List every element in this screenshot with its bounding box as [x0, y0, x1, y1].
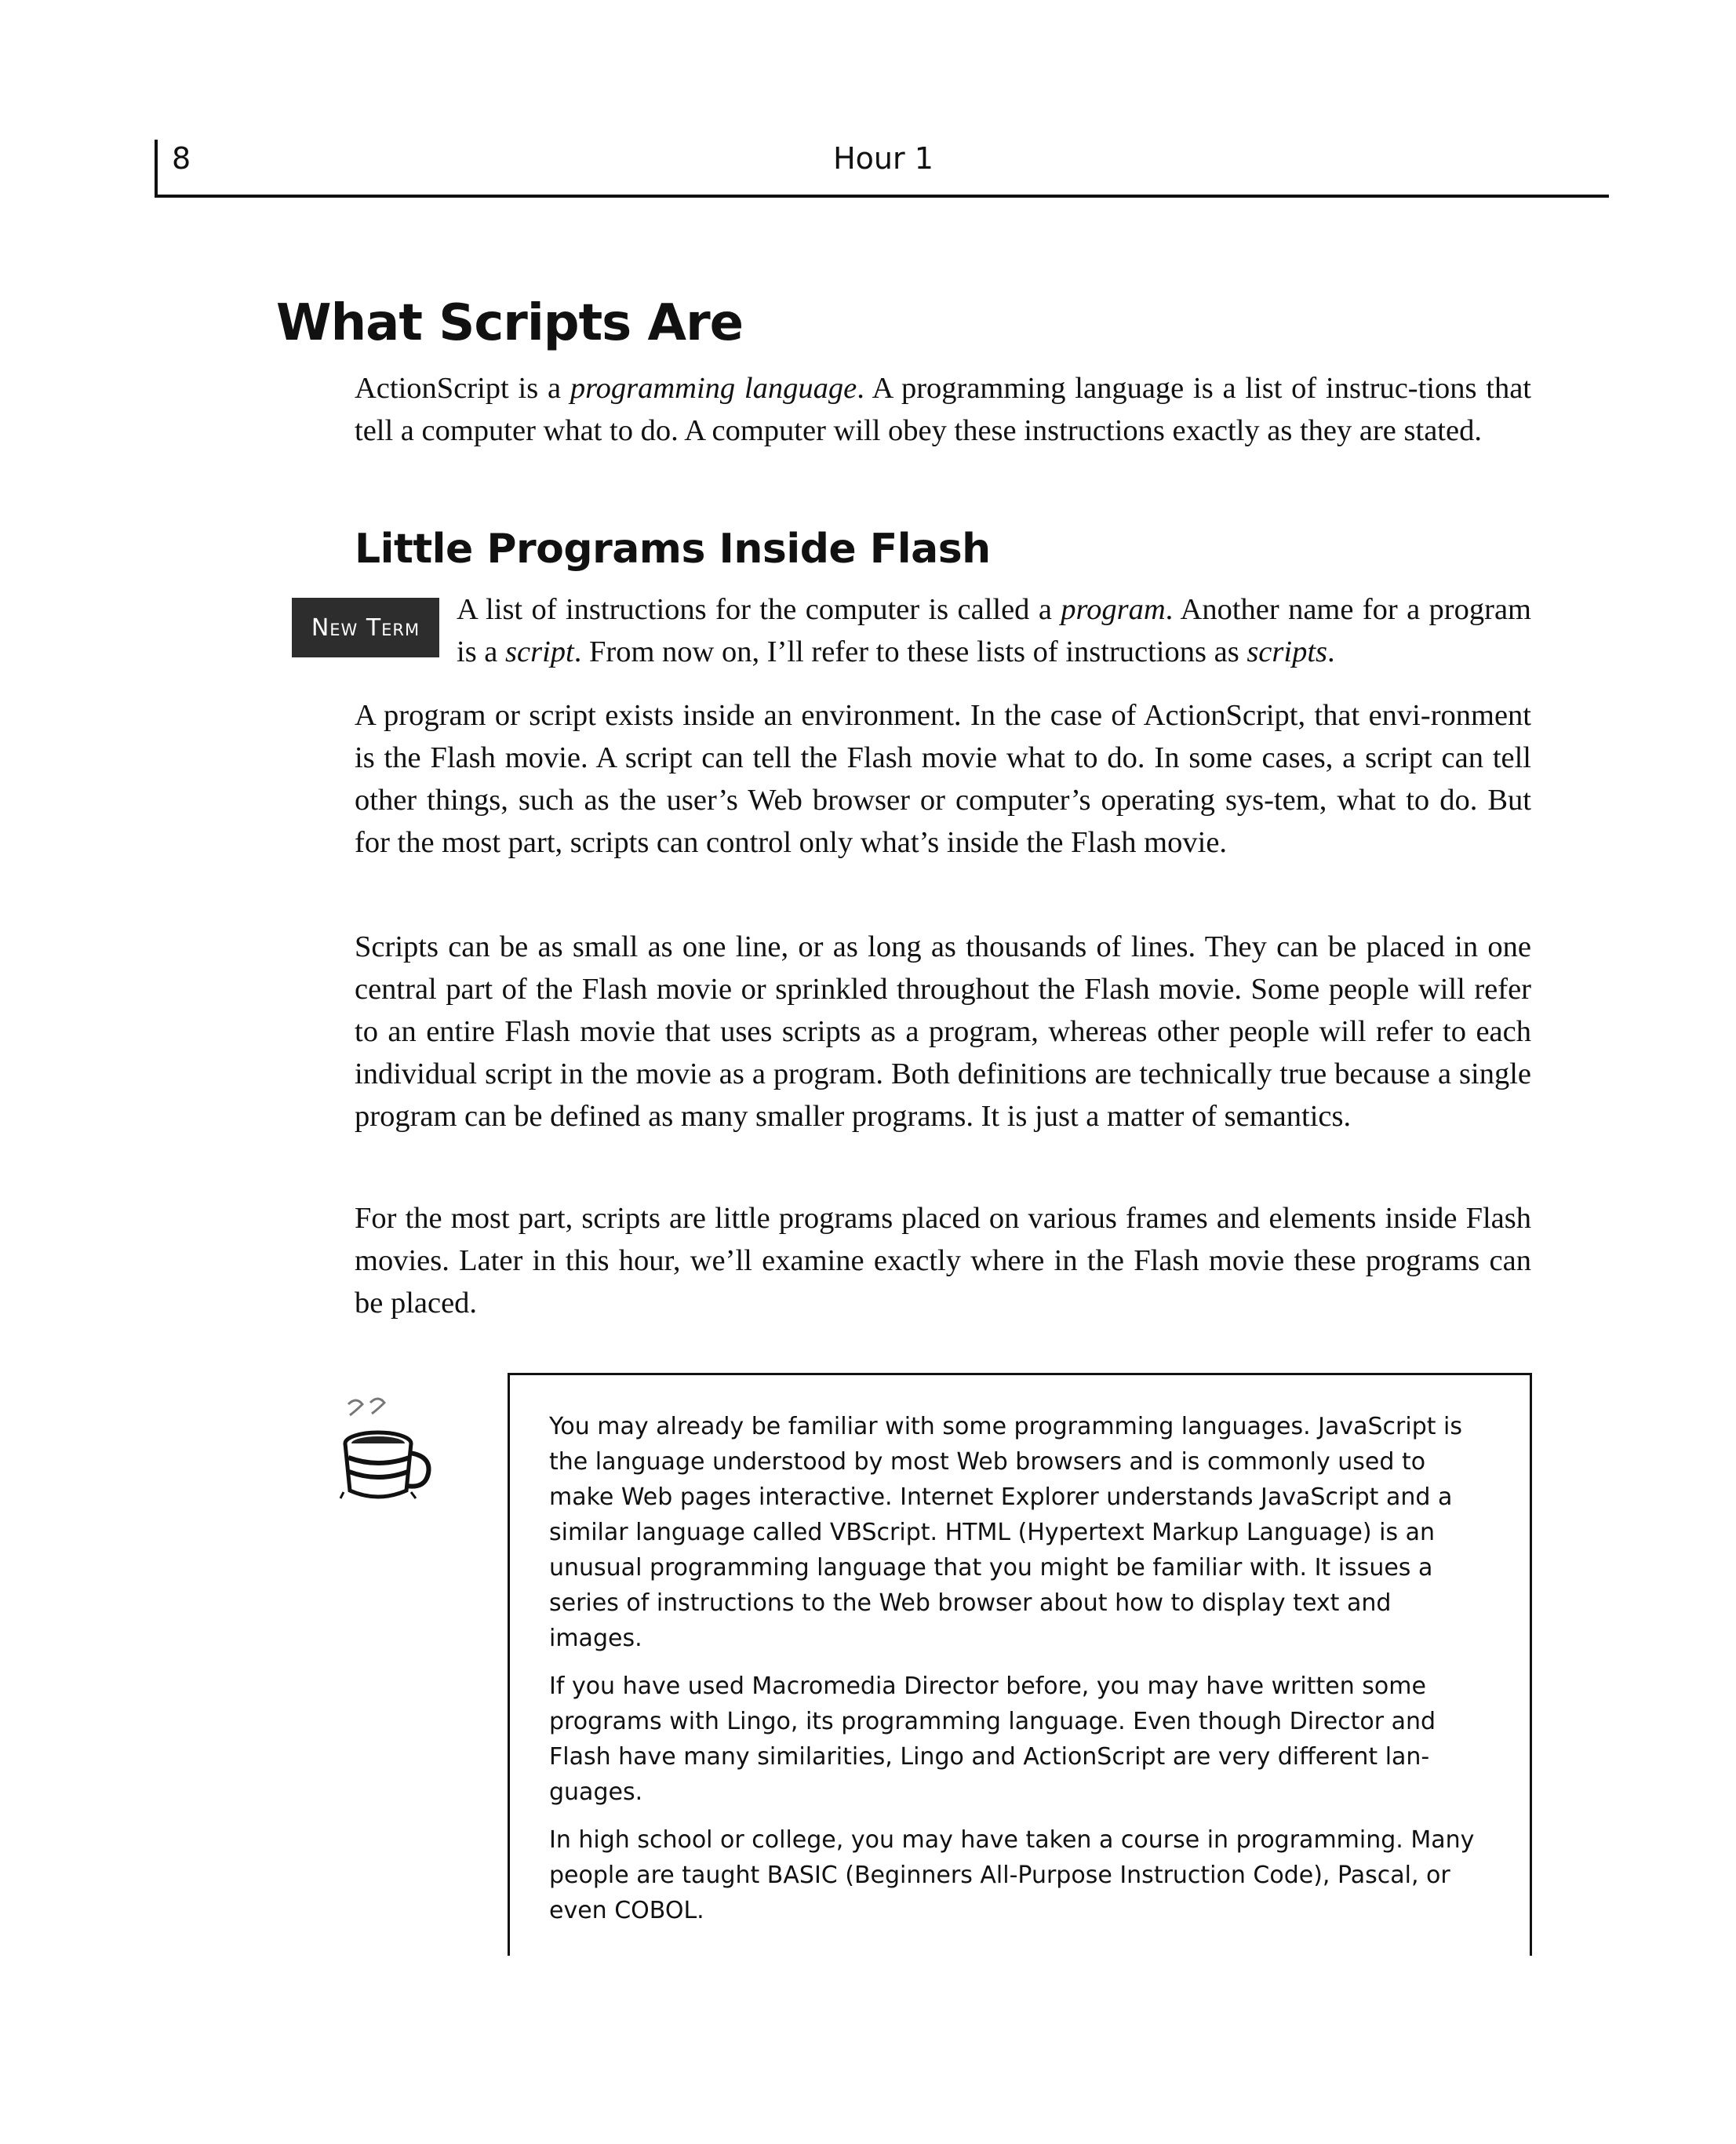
intro-text-1: ActionScript is a: [355, 372, 570, 405]
running-head: Hour 1: [833, 141, 934, 176]
intro-paragraph: [355, 367, 1531, 452]
intro-emphasis: programming language: [570, 372, 857, 405]
coffee-cup-icon: [339, 1395, 441, 1505]
page-number: 8: [172, 141, 191, 176]
subsection-title: Little Programs Inside Flash: [355, 526, 991, 573]
section-title: What Scripts Are: [276, 294, 744, 352]
page-header: [155, 140, 1609, 198]
body-paragraph-2: Scripts can be as small as one line, or as long as thousands of lines. They can be placed in one central part of the Flash movie or sprinkled throughout the Flash movie. Some people will refer to an entire Flash movie that uses scripts as a program, whereas other people will refer to each individual script in the movie as a program. Both definitions are technically true because a single program can be defined as many smaller programs. It is just a matter of semantics.: [355, 930, 1531, 1133]
note-paragraph-2: If you have used Macromedia Director before, you may have written some programs with Lingo, its programming language. Even though Director and Flash have many similarities, Lingo and ActionScript are very different lan-guages.: [549, 1673, 1436, 1806]
new-term-paragraph: A list of instructions for the computer is called a program. Another name for a program is a script. From now on, I’ll refer to these lists of instructions as scripts.: [457, 593, 1531, 668]
new-term-tag: New Term: [292, 598, 439, 657]
note-paragraph-1: You may already be familiar with some programming languages. JavaScript is the language understood by most Web browsers and is commonly used to make Web pages interactive. Internet Explorer understands JavaScript and a similar language called VBScript. HTML (Hypertext Markup Language) is an unusual programming language that you might be familiar with. It issues a series of instructions to the Web browser about how to display text and images.: [549, 1413, 1463, 1652]
intro-text-2: . A programming language is a list of instruc-tions that tell a computer what to do. A computer will obey these instructions exactly as they are stated.: [355, 372, 1531, 447]
note-paragraph-3: In high school or college, you may have taken a course in programming. Many people are taught BASIC (Beginners All-Purpose Instruction Code), Pascal, or even COBOL.: [549, 1826, 1475, 1924]
body-paragraph-3: For the most part, scripts are little programs placed on various frames and elements inside Flash movies. Later in this hour, we’ll examine exactly where in the Flash movie these programs can be placed.: [355, 1202, 1531, 1320]
body-paragraph-1: A program or script exists inside an environment. In the case of ActionScript, that envi-ronment is the Flash movie. A script can tell the Flash movie what to do. In some cases, a script can tell other things, such as the user’s Web browser or computer’s operating sys-tem, what to do. But for the most part, scripts can control only what’s inside the Flash movie.: [355, 699, 1531, 859]
